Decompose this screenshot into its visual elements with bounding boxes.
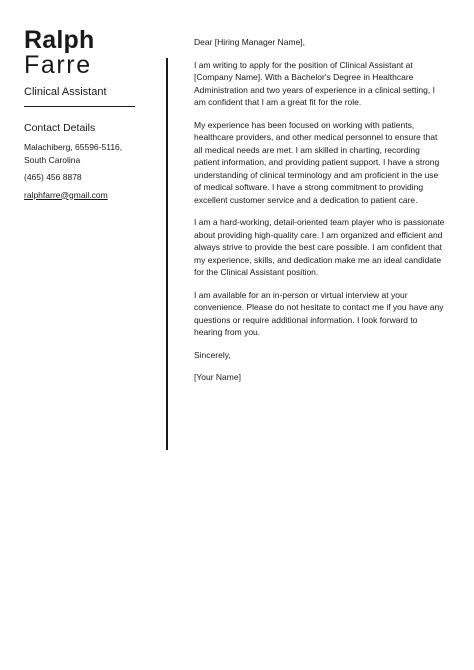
job-title: Clinical Assistant xyxy=(24,86,107,98)
address-line-2: South Carolina xyxy=(24,154,81,165)
signature: [Your Name] xyxy=(194,372,241,382)
spacer xyxy=(24,184,136,189)
contact-details xyxy=(24,141,136,201)
letter-body xyxy=(194,36,446,394)
closing: Sincerely, xyxy=(194,349,231,360)
email-link[interactable]: ralphfarre@gmail.com xyxy=(24,189,108,200)
letter-paragraph-2: My experience has been focused on working with patients, healthcare providers, and other medical personnel to ensure that all medical needs are met. I am skilled in charting, recording patient information, and providing patient support. I have a strong understanding of clinical terminology and am proficient in the use of medical software. I have a strong commitment to providing excellent customer service and a dedication to patient care. xyxy=(194,119,440,205)
salutation: Dear [Hiring Manager Name], xyxy=(194,37,306,47)
sidebar xyxy=(24,26,136,200)
address-line-1: Malachiberg, 65596-5116, xyxy=(24,142,123,152)
sidebar-divider xyxy=(24,106,135,107)
phone-number: (465) 456 8878 xyxy=(24,172,82,182)
contact-heading: Contact Details xyxy=(24,122,96,134)
letter-paragraph-4: I am available for an in-person or virtual interview at your convenience. Please do not hesitate to contact me if you have any questions or require additional information. I look forward to hearing from you. xyxy=(194,289,444,337)
vertical-divider xyxy=(166,58,168,450)
letter-paragraph-3: I am a hard-working, detail-oriented team player who is passionate about providing high-quality care. I am organized and efficient and always strive to provide the best care possible. I am confident that my experience, skills, and dedication make me an ideal candidate for the Clinical Assistant position. xyxy=(194,217,445,277)
applicant-last-name: Farre xyxy=(24,51,92,79)
applicant-first-name: Ralph xyxy=(24,26,95,54)
letter-paragraph-1: I am writing to apply for the position of Clinical Assistant at [Company Name]. With a Bachelor's Degree in Healthcare Administration and two years of experience in a clinical setting, I am confident that I am a great fit for the role. xyxy=(194,59,435,107)
